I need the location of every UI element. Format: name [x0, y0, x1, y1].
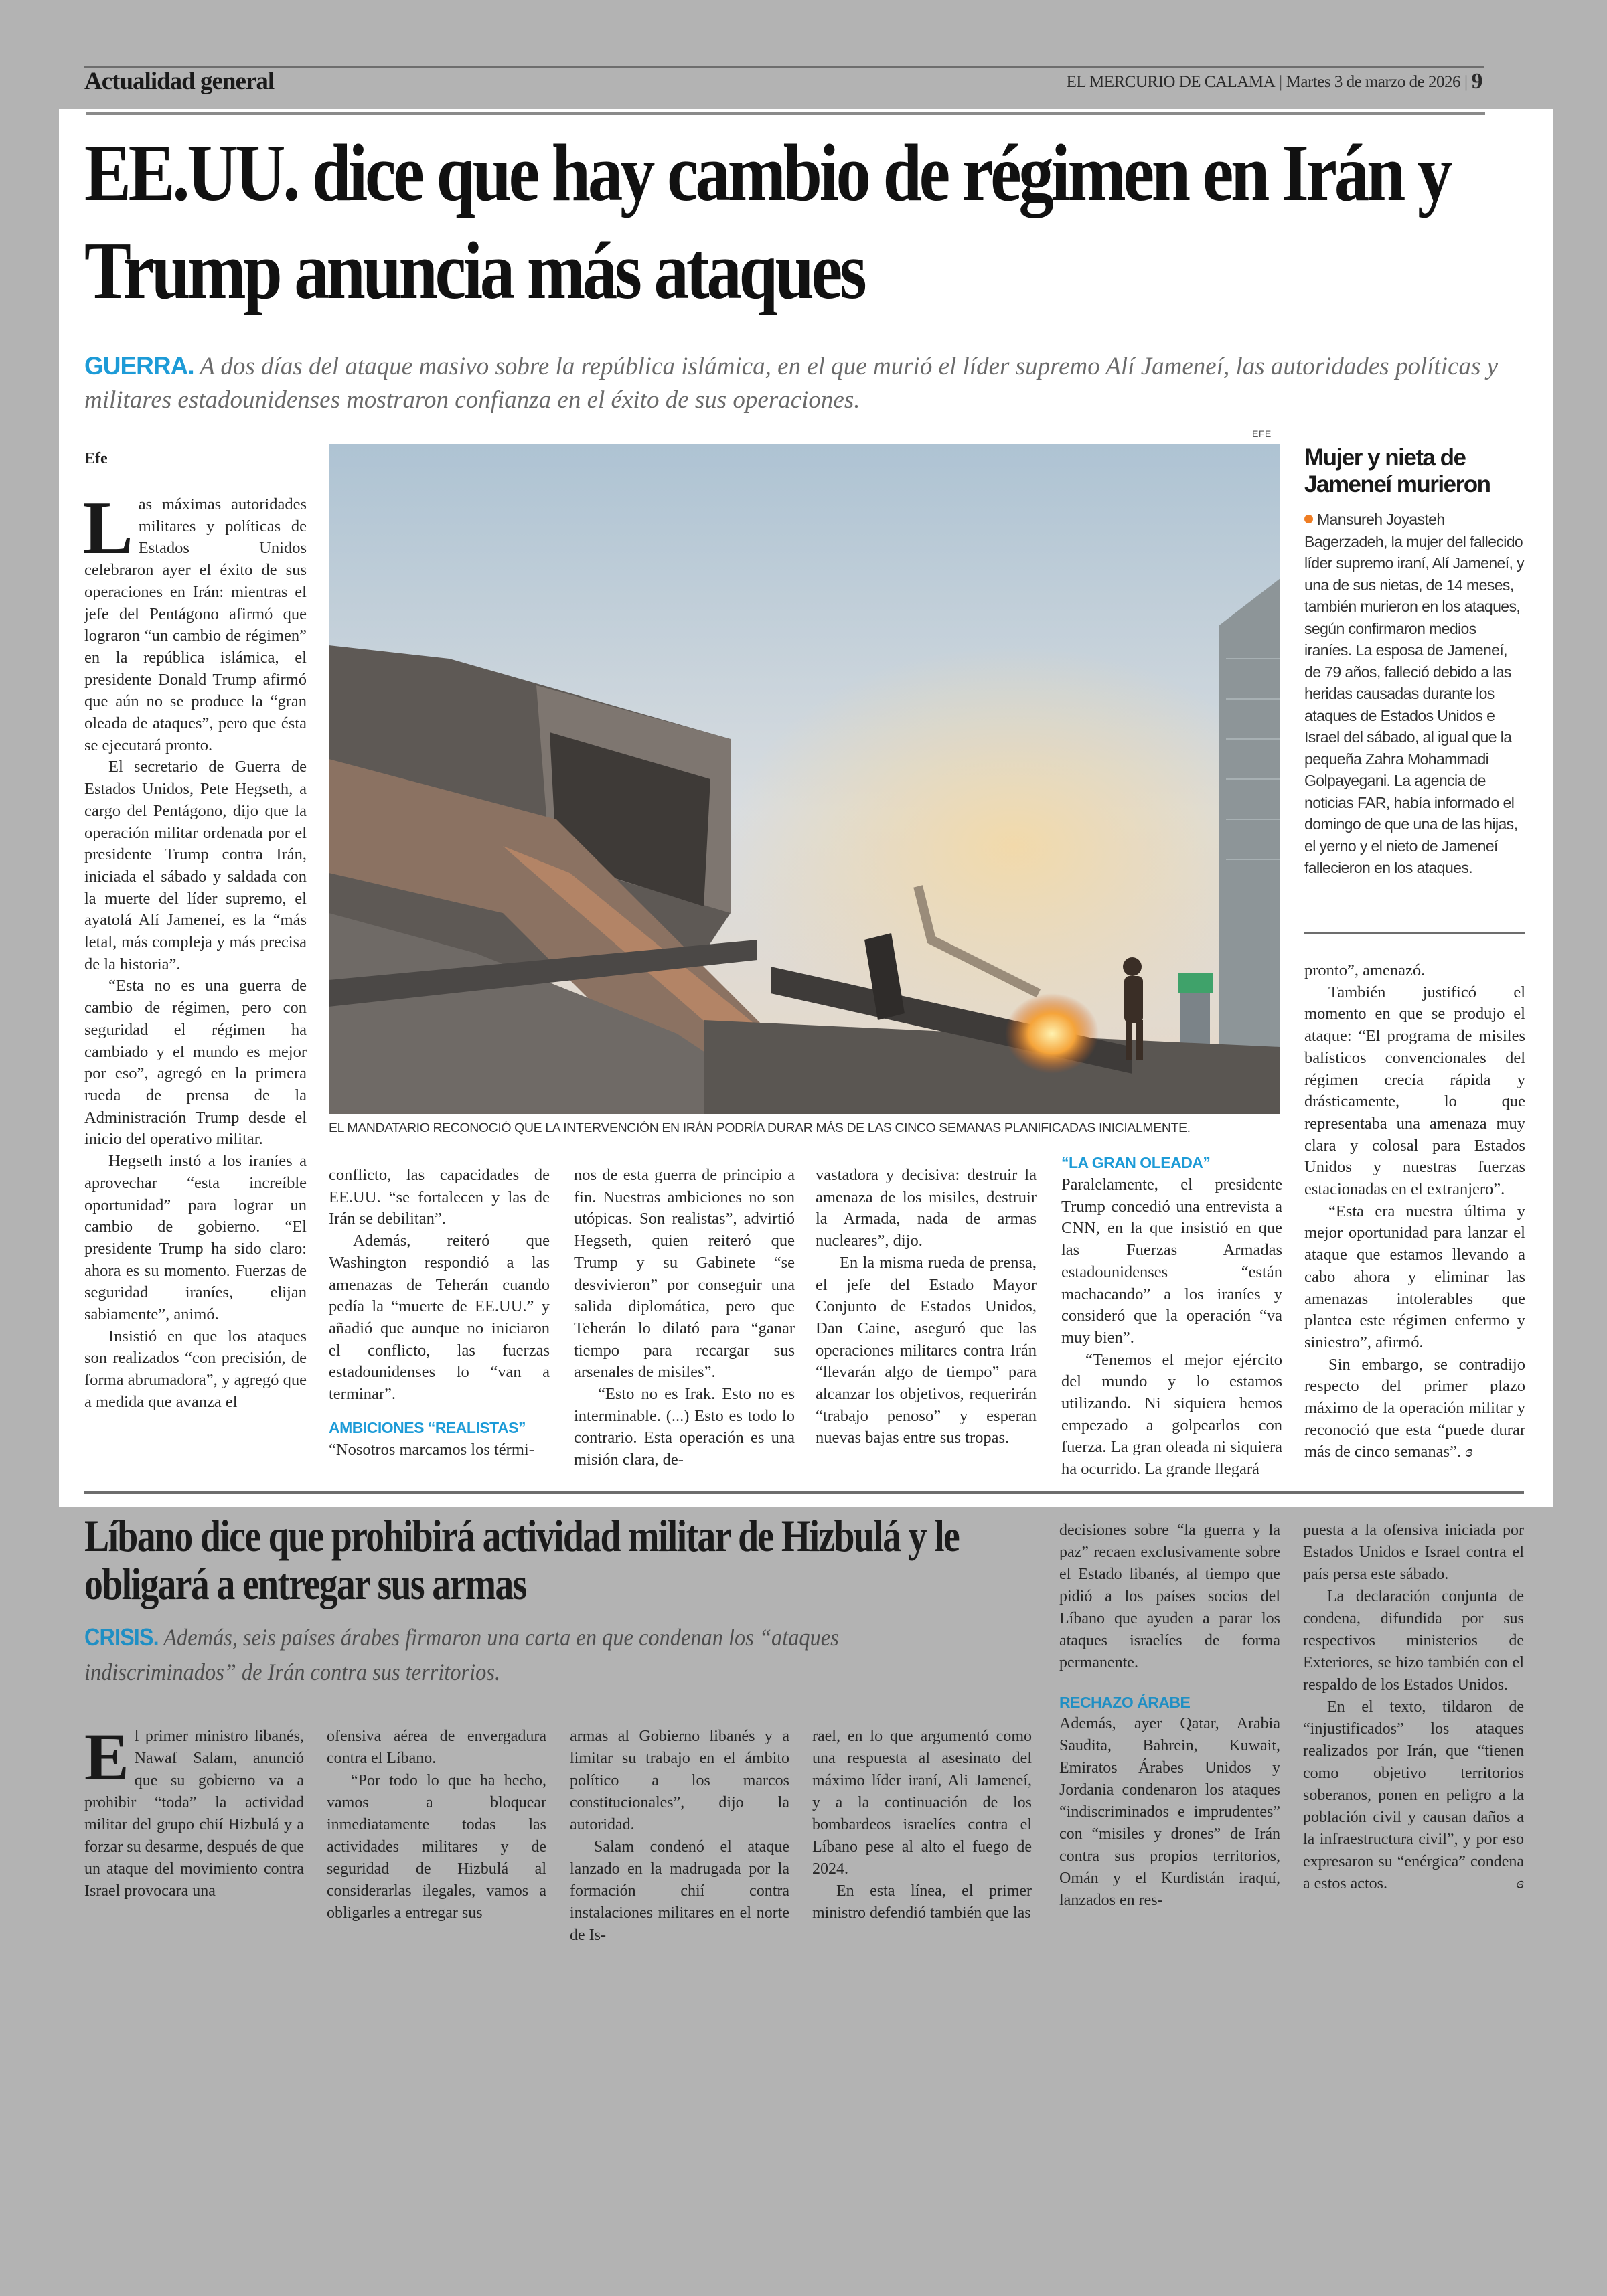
photo-caption: EL MANDATARIO RECONOCIÓ QUE LA INTERVENCIÓN EN IRÁN PODRÍA DURAR MÁS DE LAS CINCO SEMANAS PLANIFICADAS INICIALMENTE. — [329, 1121, 1191, 1135]
deck-kicker: CRISIS. — [84, 1623, 159, 1651]
second-column-4 — [812, 1726, 1032, 1924]
paragraph-text: En el texto, tildaron de “injustificados” los ataques realizados por Irán, que “tienen como objetivo territorios soberanos, ponen en peligro a la población civil y causan daños a la infraestructura civil”, y por eso expresaron su “enérgica” condena a estos actos. — [1303, 1698, 1524, 1892]
article-column-5 — [1061, 1153, 1282, 1481]
paragraph: Hegseth instó a los iraníes a aprovechar “esta increíble oportunidad” para lograr un cambio de gobierno. “El presidente Trump ha sido claro: ahora es su momento. Fuerzas de seguridad iraníes, elijan sabiamente”, animó. — [84, 1152, 307, 1324]
article-column-1 — [83, 487, 307, 1414]
sidebar-box — [1304, 444, 1525, 879]
paragraph: “Tenemos el mejor ejército del mundo y lo estamos utilizando. Ni siquiera hemos empezado a golpearlos con fuerza. La gran oleada ni siquiera ha ocurrido. La grande llegará — [1061, 1350, 1282, 1479]
second-column-5 — [1059, 1520, 1280, 1912]
subheading: “LA GRAN OLEADA” — [1061, 1154, 1211, 1171]
paragraph: puesta a la ofensiva iniciada por Estados Unidos e Israel contra el país persa este sábado. — [1303, 1522, 1524, 1583]
paragraph: Además, ayer Qatar, Arabia Saudita, Bahrein, Kuwait, Emiratos Árabes Unidos y Jordania condenaron los ataques “indiscriminados e imprudentes” con “misiles y drones” de Irán contra sus propios territorios, Omán y el Kurdistán iraquí, lanzados en res- — [1059, 1715, 1280, 1909]
paragraph: También justificó el momento en que se produjo el ataque: “El programa de misiles balísticos convencionales del régimen crecía rápida y drásticamente, lo que representaba una amenaza muy clara y colosal para Estados Unidos y nuestras fuerzas estacionadas en el extranjero”. — [1304, 983, 1525, 1199]
paragraph: Salam condenó el ataque lanzado en la madrugada por la formación chií contra instalaciones militares en el norte de Is- — [570, 1838, 789, 1944]
main-deck — [84, 349, 1517, 417]
paragraph: ofensiva aérea de envergadura contra el Líbano. — [327, 1728, 546, 1767]
paragraph: nos de esta guerra de principio a fin. Nuestras ambiciones no son utópicas. Son realistas”, advirtió Hegseth, quien reiteró que Trump y su Gabinete “se desvivieron” por conseguir una salida diplomática, pero que Teherán lo dilató para “ganar tiempo para recargar sus arsenales de misiles”. — [574, 1166, 795, 1382]
paragraph: En la misma rueda de prensa, el jefe del Estado Mayor Conjunto de Estados Unidos, Dan Caine, aseguró que las operaciones militares contra Irán “llevarán algo de tiempo” para alcanzar los objetivos, requerirán “trabajo penoso” y esperan nuevas bajas entre sus tropas. — [816, 1253, 1037, 1447]
article-column-2 — [329, 1165, 550, 1461]
sidebar-text: Mansureh Joyasteh Bagerzadeh, la mujer del fallecido líder supremo iraní, Alí Jameneí, y una de sus nietas, de 14 meses, también murieron en los ataques, según confirmaron medios iraníes. La esposa de Jameneí, de 79 años, falleció debido a las heridas causadas durante los ataques de Estados Unidos e Israel del sábado, al igual que la pequeña Zahra Mohammadi Golpayegani. La agencia de noticias FAR, había informado el domingo de que una de las hijas, el yerno y el nieto de Jameneí fallecieron en los ataques. — [1304, 511, 1524, 876]
second-deck — [84, 1620, 940, 1690]
drop-cap: E — [84, 1720, 129, 1794]
second-column-6 — [1303, 1520, 1524, 1895]
paragraph-text: Sin embargo, se contradijo respecto del primer plazo máximo de la operación militar y reconoció que esta “puede durar más de cinco semanas”. — [1304, 1355, 1525, 1461]
separator: | — [1464, 73, 1468, 91]
article-column-4 — [816, 1165, 1037, 1449]
paragraph: “Esta no es una guerra de cambio de régimen, pero con seguridad el régimen ha cambiado y el mundo es mejor por eso”, agregó en la primera rueda de prensa de la Administración Trump desde el inicio del operativo militar. — [84, 977, 307, 1149]
paragraph: decisiones sobre “la guerra y la paz” recaen exclusivamente sobre el Estado libanés, al tiempo que pidió a los países socios del Líbano que ayuden a parar los ataques israelíes de forma permanente. — [1059, 1522, 1280, 1671]
deck-text: A dos días del ataque masivo sobre la república islámica, en el que murió el líder supremo Alí Jameneí, las autoridades políticas y militares estadounidenses mostraron confianza en el éxito de sus operaciones. — [84, 353, 1499, 414]
end-mark-icon: ɞ — [1516, 1875, 1524, 1892]
separator: | — [1279, 73, 1282, 91]
panel-top-rule — [86, 112, 1485, 115]
paragraph: pronto”, amenazó. — [1304, 961, 1426, 979]
paragraph: armas al Gobierno libanés y a limitar su trabajo en el ámbito político a los marcos constitucionales”, dijo la autoridad. — [570, 1728, 789, 1833]
newspaper-name: EL MERCURIO DE CALAMA — [1066, 73, 1276, 91]
rubble-scene-illustration — [329, 444, 1280, 1114]
issue-date: Martes 3 de marzo de 2026 — [1286, 73, 1460, 91]
sidebar-title: Mujer y nieta de Jameneí murieron — [1304, 444, 1490, 497]
deck-kicker: GUERRA. — [84, 352, 194, 380]
minaret-green-light — [1178, 973, 1213, 993]
paragraph: vastadora y decisiva: destruir la amenaza de los misiles, destruir la Armada, nada de armas nucleares”, dijo. — [816, 1166, 1037, 1250]
paragraph: conflicto, las capacidades de EE.UU. “se fortalecen y las de Irán se debilitan”. — [329, 1166, 550, 1228]
page-number: 9 — [1471, 69, 1482, 94]
paragraph — [1304, 1354, 1525, 1464]
paragraph: rael, en lo que argumentó como una respuesta al asesinato del máximo líder iraní, Ali Jameneí, y a la continuación de los bombardeos israelíes contra el Líbano pese al alto el fuego de 2024. — [812, 1728, 1032, 1878]
paragraph: La declaración conjunta de condena, difundida por sus respectivos ministerios de Exteriores, se hizo también con el respaldo de los Estados Unidos. — [1303, 1588, 1524, 1694]
main-headline: EE.UU. dice que hay cambio de régimen en Irán y Trump anuncia más ataques — [84, 128, 1450, 316]
paragraph: El secretario de Guerra de Estados Unidos, Pete Hegseth, a cargo del Pentágono, dijo que la operación militar ordenada por el presidente Trump contra Irán, iniciada el sábado y saldada con la muerte del líder supremo, el ayatolá Alí Jameneí, es la “más letal, más compleja y más precisa de la historia”. — [84, 758, 307, 973]
paragraph: Además, reiteró que Washington respondió a las amenazas de Teherán cuando pedía la “muerte de EE.UU.” y añadió que aunque no iniciaron el conflicto, las fuerzas estadounidenses lo “van a terminar”. — [329, 1232, 550, 1404]
drop-cap: L — [83, 487, 133, 570]
fire — [1005, 993, 1099, 1074]
news-photo — [329, 444, 1280, 1114]
section-name: Actualidad general — [84, 68, 275, 95]
subheading: AMBICIONES “REALISTAS” — [329, 1418, 526, 1437]
second-headline: Líbano dice que prohibirá actividad militar de Hizbulá y le obligará a entregar sus armas — [84, 1510, 960, 1609]
masthead — [1067, 68, 1482, 96]
second-column-1 — [84, 1720, 304, 1902]
end-mark-icon: ɞ — [1465, 1443, 1473, 1461]
subheading: RECHAZO ÁRABE — [1059, 1694, 1191, 1711]
second-column-2 — [327, 1726, 546, 1924]
paragraph: Paralelamente, el presidente Trump concedió una entrevista a CNN, en la que insistió en que las Fuerzas Armadas estadounidenses “están machacando” a los iraníes y consideró que la operación “va muy bien”. — [1061, 1175, 1282, 1347]
panel-bottom-rule — [84, 1491, 1524, 1494]
paragraph — [1303, 1696, 1524, 1895]
orange-bullet-icon — [1304, 515, 1313, 523]
paragraph: as máximas autoridades militares y políticas de Estados Unidos celebraron ayer el éxito de sus operaciones en Irán: mientras el jefe del Pentágono afirmó que lograron “un cambio de régimen” en la república islámica, el presidente Donald Trump afirmó que aún no se produce la “gran oleada de ataques”, pero que ésta se ejecutará pronto. — [84, 495, 307, 754]
paragraph: “Por todo lo que ha hecho, vamos a bloquear inmediatamente todas las actividades militares y de seguridad de Hizbulá al considerarlas ilegales, vamos a obligarles a entregar sus — [327, 1772, 546, 1922]
article-column-6 — [1304, 960, 1525, 1463]
paragraph: l primer ministro libanés, Nawaf Salam, anunció que su gobierno va a prohibir “toda” la actividad militar del grupo chií Hizbulá y a forzar su desarme, después de que un ataque del movimiento contra Israel provocara una — [84, 1728, 304, 1900]
paragraph: “Esta era nuestra última y mejor oportunidad para lanzar el ataque que estamos llevando a cabo ahora y eliminar las amenazas intolerables que plantea este régimen enfermo y siniestro”, afirmó. — [1304, 1202, 1525, 1351]
byline: Efe — [84, 450, 108, 467]
sidebar-rule — [1304, 932, 1525, 934]
deck-text: Además, seis países árabes firmaron una carta en que condenan los “ataques indiscriminados” de Irán contra sus territorios. — [84, 1624, 839, 1686]
paragraph: “Nosotros marcamos los térmi- — [329, 1440, 534, 1459]
paragraph: En esta línea, el primer ministro defendió también que las — [812, 1882, 1032, 1922]
paragraph: Insistió en que los ataques son realizados “con precisión, de forma abrumadora”, y agregó que a medida que avanza el — [84, 1327, 307, 1411]
paragraph: “Esto no es Irak. Esto no es interminable. (...) Esto es todo lo contrario. Esta operación es una misión clara, de- — [574, 1385, 795, 1469]
photo-credit: EFE — [1252, 428, 1272, 439]
sidebar-body — [1304, 509, 1525, 879]
article-column-3 — [574, 1165, 795, 1471]
second-column-3 — [570, 1726, 789, 1947]
